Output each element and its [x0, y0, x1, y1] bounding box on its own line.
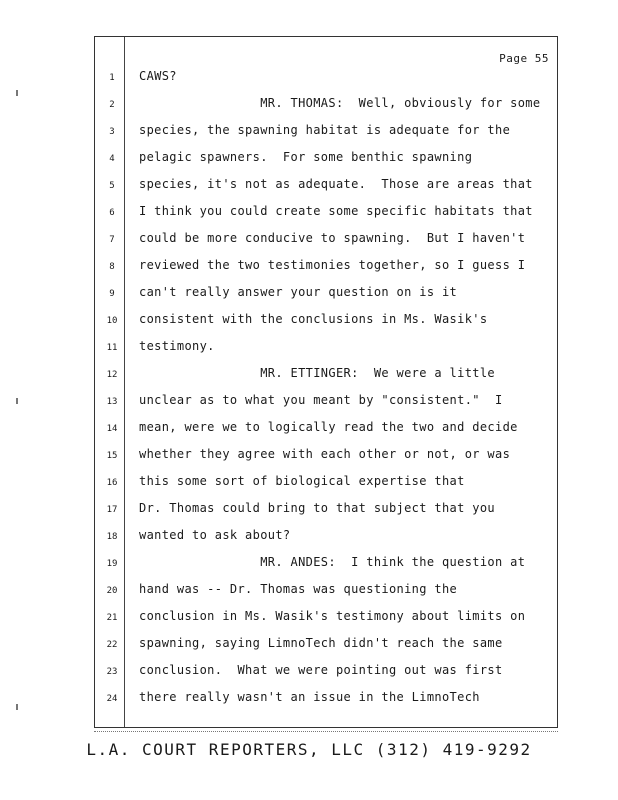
line-text: conclusion in Ms. Wasik's testimony about limits on — [139, 609, 526, 623]
transcript-line — [95, 528, 559, 555]
margin-mark — [16, 398, 18, 404]
line-text: consistent with the conclusions in Ms. Wasik's — [139, 312, 488, 326]
line-number: 6 — [109, 208, 115, 218]
transcript-line — [95, 393, 559, 420]
line-text: species, it's not as adequate. Those are areas that — [139, 177, 533, 191]
line-number: 7 — [109, 235, 115, 245]
margin-rule — [124, 37, 125, 727]
line-text: Dr. Thomas could bring to that subject that you — [139, 501, 496, 515]
footer-divider — [94, 731, 558, 732]
line-number: 12 — [106, 370, 118, 380]
line-number: 23 — [106, 667, 118, 677]
line-number: 4 — [109, 154, 115, 164]
transcript-line — [95, 96, 559, 123]
line-number: 19 — [106, 559, 118, 569]
line-text: can't really answer your question on is it — [139, 285, 458, 299]
line-number: 10 — [106, 316, 118, 326]
line-number: 15 — [106, 451, 118, 461]
page-number: Page 55 — [499, 52, 549, 65]
line-number: 22 — [106, 640, 118, 650]
line-number: 9 — [109, 289, 115, 299]
line-text: hand was -- Dr. Thomas was questioning the — [139, 582, 458, 596]
transcript-line — [95, 285, 559, 312]
line-number: 21 — [106, 613, 118, 623]
line-text: pelagic spawners. For some benthic spawning — [139, 150, 473, 164]
transcript-line — [95, 339, 559, 366]
line-text: there really wasn't an issue in the LimnoTech — [139, 690, 480, 704]
line-text: MR. ETTINGER: We were a little — [139, 366, 496, 380]
line-text: whether they agree with each other or not, or was — [139, 447, 511, 461]
transcript-line — [95, 177, 559, 204]
transcript-line — [95, 258, 559, 285]
line-text: reviewed the two testimonies together, so I guess I — [139, 258, 526, 272]
transcript-line — [95, 204, 559, 231]
line-text: testimony. — [139, 339, 215, 353]
line-text: mean, were we to logically read the two and decide — [139, 420, 518, 434]
line-number: 16 — [106, 478, 118, 488]
line-text: MR. THOMAS: Well, obviously for some — [139, 96, 541, 110]
line-text: could be more conducive to spawning. But I haven't — [139, 231, 526, 245]
line-text: wanted to ask about? — [139, 528, 291, 542]
transcript-line — [95, 555, 559, 582]
line-number: 20 — [106, 586, 118, 596]
line-number: 14 — [106, 424, 118, 434]
line-text: conclusion. What we were pointing out was first — [139, 663, 503, 677]
transcript-line — [95, 690, 559, 717]
margin-mark — [16, 90, 18, 96]
line-text: spawning, saying LimnoTech didn't reach the same — [139, 636, 503, 650]
transcript-line — [95, 474, 559, 501]
line-text: I think you could create some specific habitats that — [139, 204, 533, 218]
margin-mark — [16, 704, 18, 710]
line-number: 5 — [109, 181, 115, 191]
line-text: MR. ANDES: I think the question at — [139, 555, 526, 569]
transcript-line — [95, 366, 559, 393]
line-number: 11 — [106, 343, 118, 353]
line-number: 24 — [106, 694, 118, 704]
transcript-line — [95, 150, 559, 177]
line-number: 8 — [109, 262, 115, 272]
line-number: 18 — [106, 532, 118, 542]
transcript-line — [95, 663, 559, 690]
line-number: 13 — [106, 397, 118, 407]
transcript-line — [95, 447, 559, 474]
line-text: species, the spawning habitat is adequate for the — [139, 123, 511, 137]
line-number: 1 — [109, 73, 115, 83]
footer-reporter: L.A. COURT REPORTERS, LLC (312) 419-9292 — [86, 740, 532, 759]
transcript-line — [95, 231, 559, 258]
transcript-line — [95, 312, 559, 339]
line-number: 3 — [109, 127, 115, 137]
line-text: CAWS? — [139, 69, 177, 83]
line-number: 17 — [106, 505, 118, 515]
transcript-page — [94, 36, 558, 728]
transcript-line — [95, 501, 559, 528]
transcript-line — [95, 636, 559, 663]
line-text: unclear as to what you meant by "consistent." I — [139, 393, 503, 407]
transcript-line — [95, 123, 559, 150]
transcript-line — [95, 69, 559, 96]
transcript-line — [95, 609, 559, 636]
transcript-line — [95, 582, 559, 609]
line-number: 2 — [109, 100, 115, 110]
transcript-line — [95, 420, 559, 447]
line-text: this some sort of biological expertise that — [139, 474, 465, 488]
